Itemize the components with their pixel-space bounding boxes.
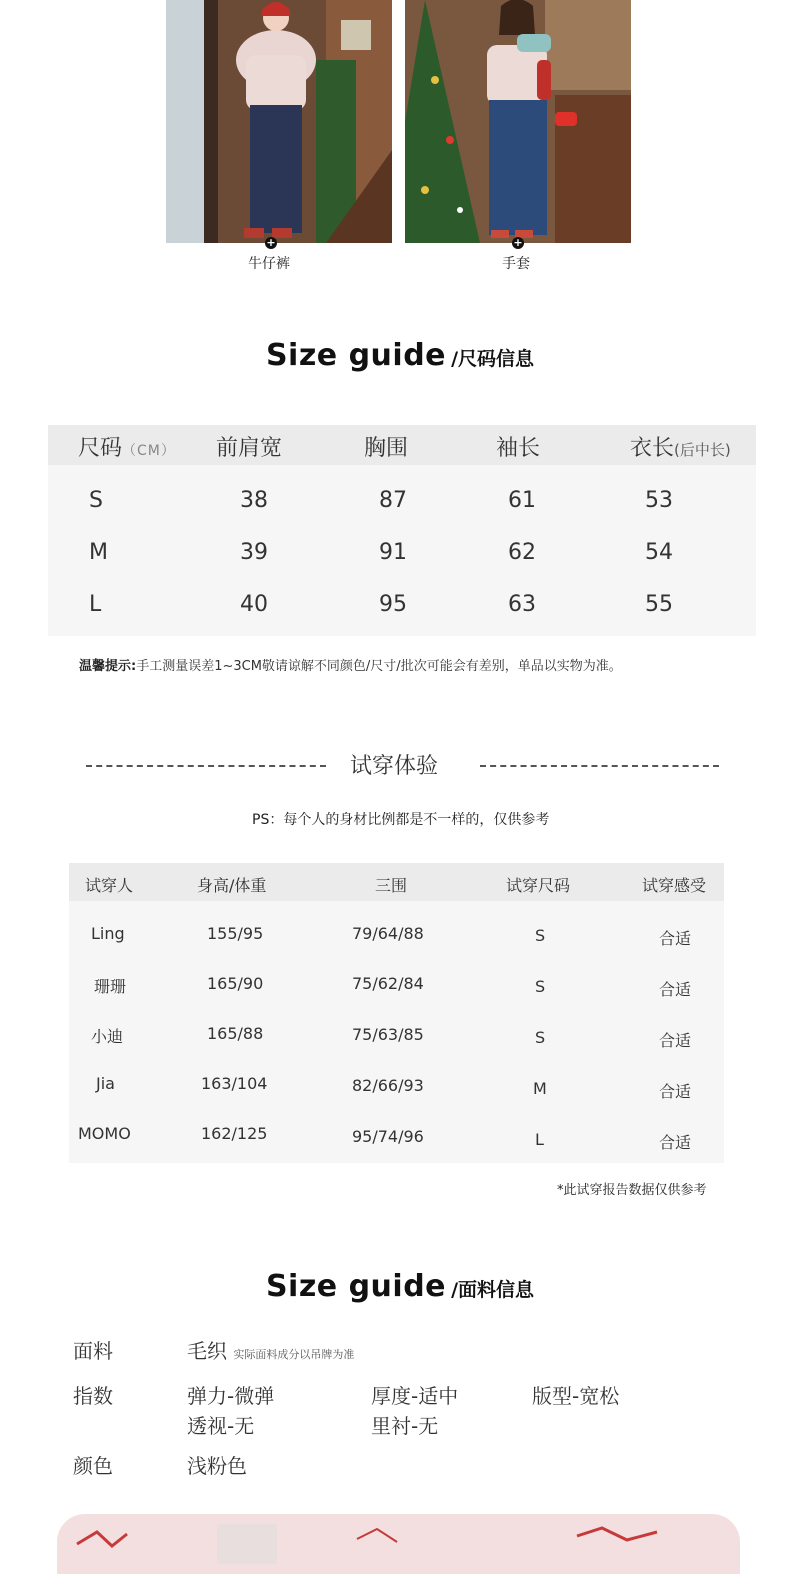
bust-cell: 95	[379, 592, 407, 617]
hw-cell: 162/125	[201, 1124, 268, 1143]
header-person: 试穿人	[85, 876, 134, 895]
size-cell: S	[89, 488, 103, 513]
header-measure: 三围	[375, 876, 408, 895]
tryon-ps: PS：每个人的身材比例都是不一样的，仅供参考	[252, 812, 550, 828]
fabric-label: 面料	[73, 1339, 113, 1363]
feel-cell: 合适	[659, 1031, 692, 1050]
header-bust: 胸围	[364, 436, 409, 461]
size-cell: M	[89, 540, 108, 565]
fabric-subtitle: /面料信息	[451, 1279, 535, 1301]
color-value: 浅粉色	[187, 1454, 247, 1478]
person-cell: Ling	[91, 924, 125, 943]
header-shoulder: 前肩宽	[216, 436, 283, 461]
transparency-value: 透视-无	[187, 1414, 255, 1438]
plus-icon[interactable]: +	[266, 236, 276, 249]
measure-cell: 79/64/88	[352, 924, 424, 943]
tryon-size-cell: L	[535, 1130, 544, 1149]
fit-value: 版型-宽松	[532, 1384, 620, 1408]
feel-cell: 合适	[659, 980, 692, 999]
hw-cell: 163/104	[201, 1074, 268, 1093]
product-photo-jeans	[166, 0, 392, 243]
bust-cell: 87	[379, 488, 407, 513]
tryon-size-cell: S	[535, 977, 546, 996]
product-caption-jeans: 牛仔裤	[248, 256, 290, 272]
shoulder-cell: 40	[240, 592, 268, 617]
color-label: 颜色	[73, 1454, 113, 1478]
divider-right	[480, 765, 719, 767]
feel-cell: 合适	[659, 929, 692, 948]
lining-value: 里衬-无	[371, 1414, 439, 1438]
tryon-size-cell: S	[535, 1028, 546, 1047]
person-cell: 珊珊	[94, 977, 127, 996]
header-tryon-size: 试穿尺码	[506, 876, 571, 895]
elastic-value: 弹力-微弹	[187, 1384, 275, 1408]
header-hw: 身高/体重	[197, 876, 267, 895]
header-sleeve: 袖长	[496, 436, 541, 461]
measure-cell: 75/62/84	[352, 974, 424, 993]
shoulder-cell: 39	[240, 540, 268, 565]
tryon-size-cell: M	[533, 1079, 547, 1098]
header-size: 尺码（CM）	[78, 436, 176, 461]
size-note: 温馨提示:手工测量误差1~3CM敬请谅解不同颜色/尺寸/批次可能会有差别，单品以实物为准。	[79, 659, 622, 674]
measure-cell: 95/74/96	[352, 1127, 424, 1146]
product-photo-gloves	[405, 0, 631, 243]
size-guide-subtitle: /尺码信息	[451, 348, 535, 370]
tryon-title: 试穿体验	[350, 754, 439, 779]
tryon-size-cell: S	[535, 926, 546, 945]
size-cell: L	[89, 592, 102, 617]
hw-cell: 165/90	[207, 974, 264, 993]
person-cell: Jia	[96, 1074, 115, 1093]
fabric-value: 毛织 实际面料成分以吊牌为准	[187, 1339, 355, 1363]
fabric-detail-image	[57, 1514, 740, 1574]
bust-cell: 91	[379, 540, 407, 565]
divider-left	[86, 765, 326, 767]
length-cell: 53	[645, 488, 673, 513]
length-cell: 55	[645, 592, 673, 617]
feel-cell: 合适	[659, 1082, 692, 1101]
fabric-note: 实际面料成分以吊牌为准	[233, 1348, 355, 1361]
size-table	[48, 425, 756, 636]
header-feel: 试穿感受	[642, 876, 707, 895]
measure-cell: 75/63/85	[352, 1025, 424, 1044]
sleeve-cell: 63	[508, 592, 536, 617]
fabric-title: Size guide	[265, 1269, 447, 1304]
measure-cell: 82/66/93	[352, 1076, 424, 1095]
tryon-table	[69, 863, 724, 1163]
index-label: 指数	[73, 1384, 113, 1408]
tryon-footnote: *此试穿报告数据仅供参考	[557, 1183, 707, 1198]
sleeve-cell: 61	[508, 488, 536, 513]
header-length: 衣长(后中长)	[630, 436, 731, 461]
length-cell: 54	[645, 540, 673, 565]
size-guide-title: Size guide	[265, 338, 447, 373]
thickness-value: 厚度-适中	[371, 1384, 459, 1408]
plus-icon[interactable]: +	[513, 236, 523, 249]
fabric-heading	[0, 1269, 800, 1304]
hw-cell: 165/88	[207, 1024, 264, 1043]
product-caption-gloves: 手套	[502, 256, 530, 272]
sleeve-cell: 62	[508, 540, 536, 565]
person-cell: MOMO	[78, 1124, 131, 1143]
size-guide-heading	[0, 338, 800, 373]
shoulder-cell: 38	[240, 488, 268, 513]
person-cell: 小迪	[91, 1027, 124, 1046]
hw-cell: 155/95	[207, 924, 264, 943]
feel-cell: 合适	[659, 1133, 692, 1152]
